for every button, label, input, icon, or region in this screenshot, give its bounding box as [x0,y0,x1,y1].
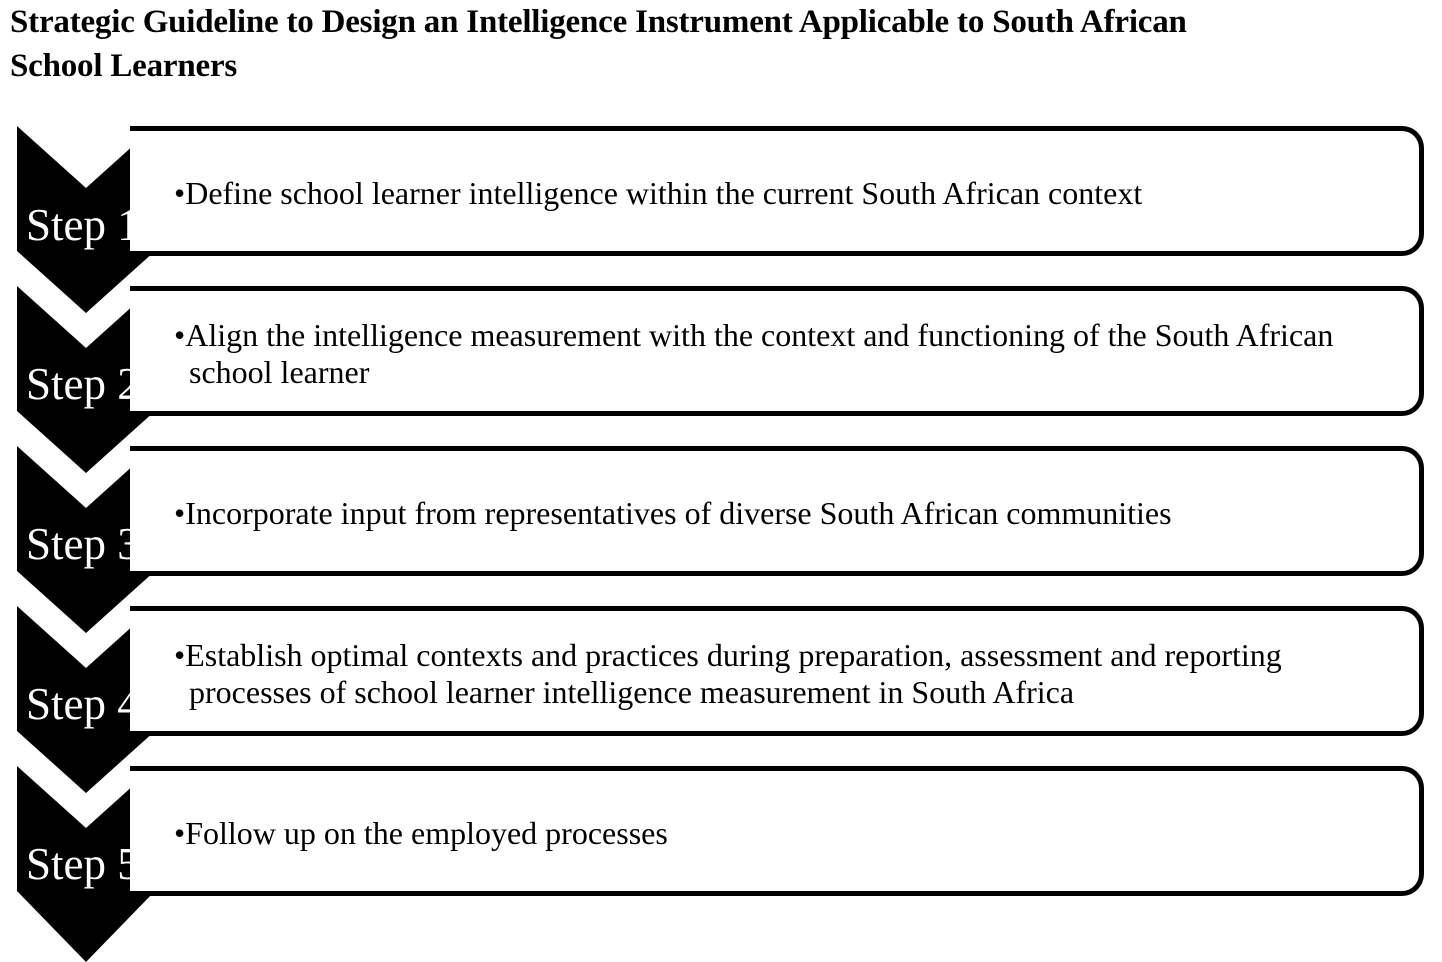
diagram-title: Strategic Guideline to Design an Intelligence Instrument Applicable to South African School Learners [10,4,1187,84]
step-2-box [130,286,1424,416]
step-4-box [130,606,1424,736]
step-4-label: Step 4 [26,679,140,729]
step-5-text: •Follow up on the employed processes [174,815,668,851]
step-1-box [130,126,1424,256]
step-1-label: Step 1 [26,200,140,250]
step-5-box [130,766,1424,896]
step-2-label: Step 2 [26,359,140,409]
step-1-text: •Define school learner intelligence within the current South African context [174,175,1143,211]
step-4-text: •Establish optimal contexts and practices during preparation, assessment and reporting processes of school learner intelligence measurement in South Africa [174,637,1282,710]
step-3-text: •Incorporate input from representatives of diverse South African communities [174,495,1172,531]
step-3-box [130,446,1424,576]
step-5-label: Step 5 [26,839,140,889]
step-2-text: •Align the intelligence measurement with the context and functioning of the South African school learner [174,317,1334,390]
step-3-label: Step 3 [26,519,140,569]
